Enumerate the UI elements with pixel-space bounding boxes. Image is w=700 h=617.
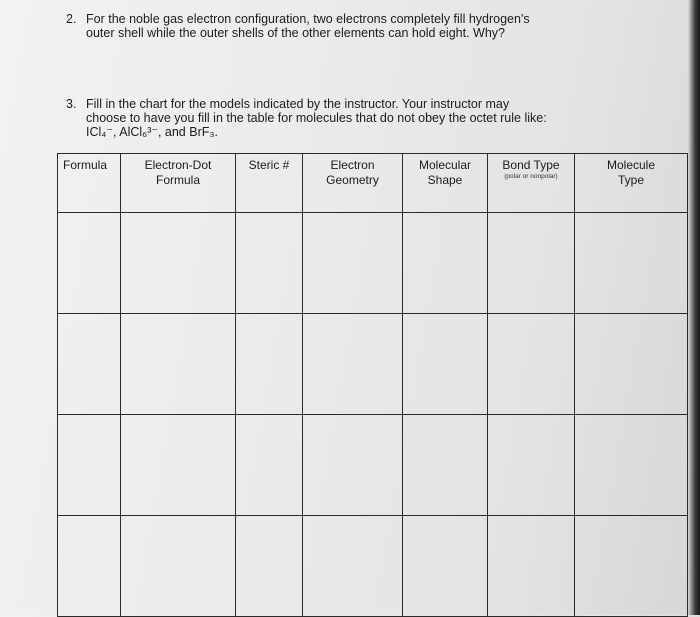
question-3 — [66, 97, 626, 139]
table-cell[interactable] — [403, 314, 488, 415]
chart-body — [58, 213, 688, 617]
table-cell[interactable] — [575, 415, 688, 516]
table-cell[interactable] — [236, 415, 303, 516]
header-molecular-shape-label-1: Molecular — [418, 158, 472, 172]
question-2-text — [86, 12, 586, 40]
table-cell[interactable] — [488, 213, 575, 314]
header-steric-label: Steric # — [248, 158, 290, 172]
table-row — [58, 415, 688, 516]
table-cell[interactable] — [303, 415, 403, 516]
header-molecule-type — [575, 154, 688, 213]
table-cell[interactable] — [303, 314, 403, 415]
question-3-line: ICl₄⁻, AlCl₆³⁻, and BrF₃. — [86, 125, 218, 139]
table-row — [58, 314, 688, 415]
table-cell[interactable] — [58, 415, 121, 516]
header-formula — [58, 154, 121, 213]
table-cell[interactable] — [58, 314, 121, 415]
table-cell[interactable] — [58, 516, 121, 617]
question-3-line: Fill in the chart for the models indicated by the instructor. Your instructor may — [86, 97, 510, 111]
table-cell[interactable] — [488, 415, 575, 516]
header-electron-dot-formula — [121, 154, 236, 213]
table-row — [58, 213, 688, 314]
table-row — [58, 516, 688, 617]
table-cell[interactable] — [58, 213, 121, 314]
table-cell[interactable] — [403, 415, 488, 516]
question-2-number: 2. — [66, 12, 77, 26]
header-bond-type-label: Bond Type — [502, 158, 560, 172]
table-cell[interactable] — [236, 314, 303, 415]
question-3-text — [86, 97, 626, 139]
header-molecule-type-label-2: Type — [617, 173, 644, 187]
question-2 — [66, 12, 586, 40]
question-2-line: outer shell while the outer shells of the other elements can hold eight. Why? — [86, 26, 505, 40]
header-bond-type — [488, 154, 575, 213]
header-electron-dot-label-2: Formula — [155, 173, 200, 187]
header-molecular-shape — [403, 154, 488, 213]
table-cell[interactable] — [236, 213, 303, 314]
models-chart-table — [57, 153, 688, 617]
page-shadow-edge — [688, 0, 700, 615]
table-cell[interactable] — [488, 516, 575, 617]
table-cell[interactable] — [403, 516, 488, 617]
header-electron-geometry-label-1: Electron — [330, 158, 375, 172]
table-cell[interactable] — [488, 314, 575, 415]
table-cell[interactable] — [575, 213, 688, 314]
header-molecule-type-label-1: Molecule — [606, 158, 656, 172]
table-cell[interactable] — [303, 516, 403, 617]
question-3-line: choose to have you fill in the table for molecules that do not obey the octet rule like: — [86, 111, 547, 125]
header-formula-label: Formula — [63, 158, 108, 172]
table-cell[interactable] — [575, 314, 688, 415]
question-3-number: 3. — [66, 97, 77, 111]
question-2-line: For the noble gas electron configuration, two electrons completely fill hydrogen's — [86, 12, 530, 26]
header-electron-geometry-label-2: Geometry — [326, 173, 379, 187]
table-cell[interactable] — [121, 516, 236, 617]
header-electron-dot-label-1: Electron-Dot — [144, 158, 212, 172]
table-cell[interactable] — [403, 213, 488, 314]
table-cell[interactable] — [575, 516, 688, 617]
header-bond-type-note: (polar or nonpolar) — [504, 173, 558, 180]
header-steric-number — [236, 154, 303, 213]
header-electron-geometry — [303, 154, 403, 213]
table-cell[interactable] — [303, 213, 403, 314]
chart-header-row — [58, 154, 688, 213]
table-cell[interactable] — [236, 516, 303, 617]
header-molecular-shape-label-2: Shape — [427, 173, 463, 187]
table-cell[interactable] — [121, 213, 236, 314]
table-cell[interactable] — [121, 314, 236, 415]
table-cell[interactable] — [121, 415, 236, 516]
